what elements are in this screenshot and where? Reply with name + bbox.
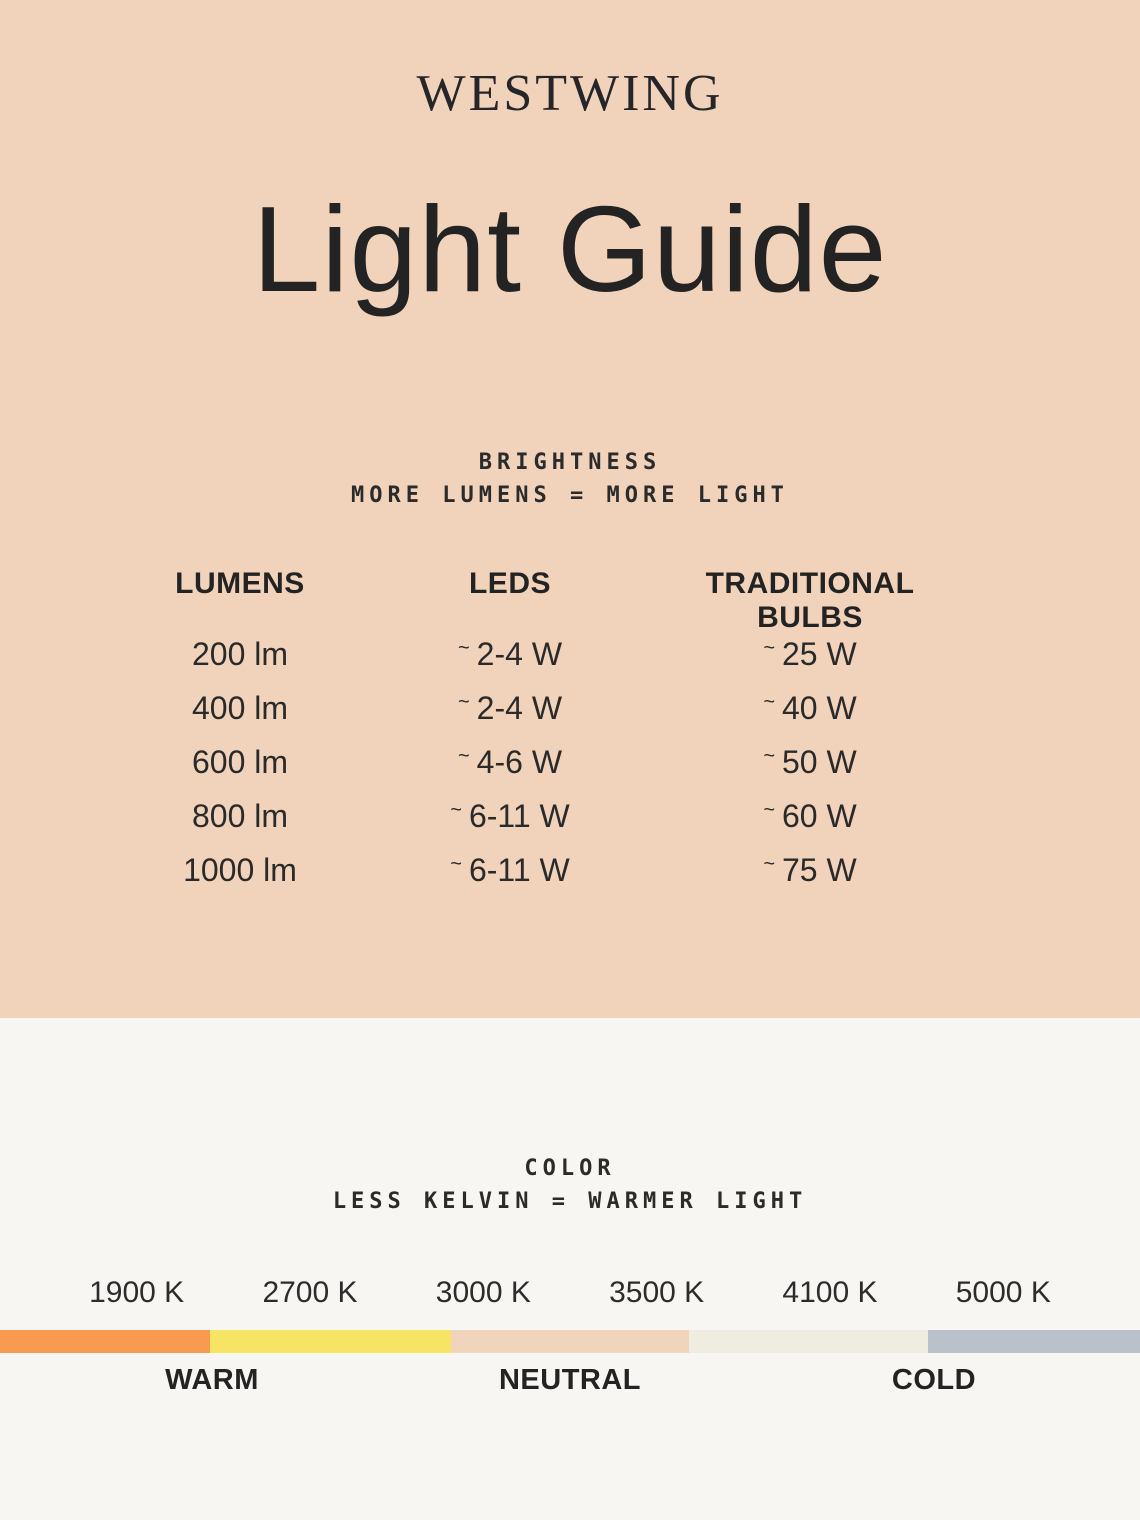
column-header-leds: LEDS xyxy=(468,567,551,600)
temperature-label-cold: COLD xyxy=(891,1364,977,1396)
kelvin-scale-labels xyxy=(0,1276,1140,1310)
page-title: Light Guide xyxy=(252,181,888,317)
kelvin-label-5000k: 5000 K xyxy=(955,1276,1051,1309)
color-subheading: LESS KELVIN = WARMER LIGHT xyxy=(332,1189,808,1214)
bulb-watts-text: 60 W xyxy=(782,797,857,834)
bulb-watts-value xyxy=(660,690,960,727)
bulb-watts-text: 50 W xyxy=(782,743,857,780)
bulb-watts-value xyxy=(660,744,960,781)
lumens-value: 200 lm xyxy=(191,635,289,672)
lumens-table xyxy=(120,555,960,897)
kelvin-label-3500k: 3500 K xyxy=(609,1276,705,1309)
approx-tilde: ~ xyxy=(763,798,775,821)
brightness-heading: BRIGHTNESS xyxy=(478,450,662,475)
led-watts-text: 6-11 W xyxy=(468,851,570,888)
led-watts-text: 2-4 W xyxy=(476,689,563,726)
kelvin-label-4100k: 4100 K xyxy=(782,1276,878,1309)
bulb-watts-value xyxy=(660,798,960,835)
led-watts-value xyxy=(360,798,660,835)
led-watts-text: 2-4 W xyxy=(476,635,563,672)
lumens-value: 800 lm xyxy=(191,797,289,834)
kelvin-label-1900k: 1900 K xyxy=(89,1276,185,1309)
color-section-background xyxy=(0,1018,1140,1520)
led-watts-value xyxy=(360,690,660,727)
kelvin-label-2700k: 2700 K xyxy=(262,1276,358,1309)
color-scale-segment-cold-bluegray xyxy=(928,1330,1140,1353)
temperature-label-neutral: NEUTRAL xyxy=(498,1364,642,1396)
bulb-watts-text: 40 W xyxy=(782,689,857,726)
kelvin-label-3000k: 3000 K xyxy=(435,1276,531,1309)
bulb-watts-text: 25 W xyxy=(782,635,857,672)
approx-tilde: ~ xyxy=(450,798,462,821)
color-scale-segment-neutral-peach xyxy=(451,1330,688,1353)
approx-tilde: ~ xyxy=(763,636,775,659)
column-header-traditional-bulbs: TRADITIONAL BULBS xyxy=(705,567,915,634)
approx-tilde: ~ xyxy=(457,690,470,713)
bulb-watts-value xyxy=(660,852,960,889)
led-watts-text: 4-6 W xyxy=(476,743,563,780)
approx-tilde: ~ xyxy=(457,636,470,659)
approx-tilde: ~ xyxy=(763,690,775,713)
color-temperature-scale-bar xyxy=(0,1330,1140,1353)
lumens-value: 1000 lm xyxy=(183,851,297,888)
column-header-lumens: LUMENS xyxy=(175,567,305,600)
approx-tilde: ~ xyxy=(457,744,470,767)
temperature-label-warm: WARM xyxy=(165,1364,259,1396)
bulb-watts-text: 75 W xyxy=(782,851,857,888)
color-scale-segment-warm-yellow xyxy=(210,1330,452,1353)
led-watts-text: 6-11 W xyxy=(468,797,570,834)
approx-tilde: ~ xyxy=(763,744,775,767)
bulb-watts-value xyxy=(660,636,960,673)
led-watts-value xyxy=(360,852,660,889)
approx-tilde: ~ xyxy=(763,852,775,875)
color-scale-segment-neutral-cream xyxy=(689,1330,928,1353)
led-watts-value xyxy=(360,744,660,781)
approx-tilde: ~ xyxy=(450,852,462,875)
color-scale-segment-warm-orange xyxy=(0,1330,210,1353)
lumens-value: 400 lm xyxy=(191,689,289,726)
brand-logo: WESTWING xyxy=(416,65,724,122)
led-watts-value xyxy=(360,636,660,673)
lumens-value: 600 lm xyxy=(191,743,289,780)
color-heading: COLOR xyxy=(524,1156,616,1181)
brightness-subheading: MORE LUMENS = MORE LIGHT xyxy=(351,483,789,508)
